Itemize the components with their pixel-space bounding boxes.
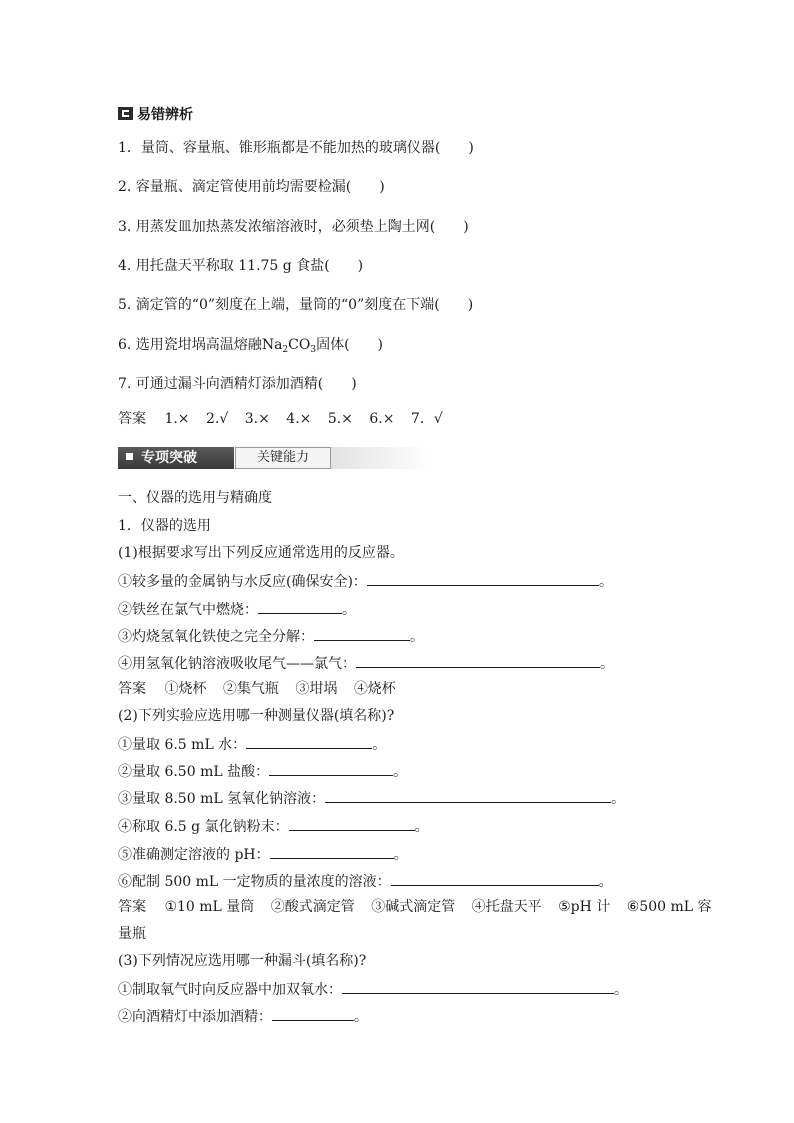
errata-item-1: 1．量筒、容量瓶、锥形瓶都是不能加热的玻璃仪器( ) (118, 140, 474, 156)
q2-item-2: ②量取 6.50 mL 盐酸： 。 (118, 764, 408, 780)
answer-2: 2.√ (206, 411, 229, 427)
answer-blank[interactable] (314, 627, 410, 641)
q2-item-4: ④称取 6.5 g 氯化钠粉末： 。 (118, 819, 429, 835)
section-banner (118, 444, 430, 472)
q2-answers: 答案 ①10 mL 量筒 ②酸式滴定管 ③碱式滴定管 ④托盘天平 ⑤pH 计 ⑥500 mL 容 (118, 899, 712, 915)
q1-answers: 答案 ①烧杯 ②集气瓶 ③坩埚 ④烧杯 (118, 681, 396, 697)
errata-item-7: 7. 可通过漏斗向酒精灯添加酒精( ) (118, 376, 357, 392)
answer-blank[interactable] (246, 735, 372, 749)
answer-label: 答案 (118, 411, 146, 427)
q1-item-3: ③灼烧氢氧化铁使之完全分解： 。 (118, 629, 424, 645)
section-icon (118, 107, 133, 120)
answer-blank[interactable] (289, 817, 415, 831)
answer-3: 3.× (244, 411, 270, 427)
answer-blank[interactable] (342, 980, 614, 994)
q1-item-2: ②铁丝在氯气中燃烧： 。 (118, 602, 356, 618)
answer-1: 1.× (164, 411, 190, 427)
errata-item-2: 2. 容量瓶、滴定管使用前均需要检漏( ) (118, 179, 385, 195)
q1-item-4: ④用氢氧化钠溶液吸收尾气——氯气： 。 (118, 656, 614, 672)
errata-heading: 易错辨析 (118, 106, 193, 124)
q2-intro: (2)下列实验应选用哪一种测量仪器(填名称)? (118, 708, 395, 724)
banner-dark-tab: 专项突破 (118, 447, 234, 469)
errata-item-4: 4. 用托盘天平称取 11.75 g 食盐( ) (118, 258, 364, 274)
q2-item-6: ⑥配制 500 mL 一定物质的量浓度的溶液： 。 (118, 874, 613, 890)
answer-blank[interactable] (272, 1007, 354, 1021)
q3-item-1: ①制取氧气时向反应器中加双氧水： 。 (118, 982, 628, 998)
q1-item-1: ①较多量的金属钠与水反应(确保安全)： 。 (118, 574, 613, 590)
q2-answers-wrap: 量瓶 (118, 926, 146, 942)
banner-fade (331, 447, 430, 469)
q3-item-2: ②向酒精灯中添加酒精： 。 (118, 1009, 368, 1025)
square-icon (126, 453, 133, 460)
banner-light-tab: 关键能力 (235, 447, 331, 469)
answer-blank[interactable] (258, 600, 342, 614)
answer-blank[interactable] (391, 872, 599, 886)
answer-blank[interactable] (356, 654, 600, 668)
errata-item-5: 5. 滴定管的“0”刻度在上端，量筒的“0”刻度在下端( ) (118, 297, 474, 313)
answer-7: 7．√ (410, 411, 443, 427)
subsection-heading: 1．仪器的选用 (118, 518, 211, 534)
answer-5: 5.× (327, 411, 353, 427)
section-heading: 一、仪器的选用与精确度 (118, 490, 272, 506)
answer-blank[interactable] (325, 789, 611, 803)
answer-6: 6.× (369, 411, 395, 427)
answer-4: 4.× (286, 411, 312, 427)
answer-blank[interactable] (269, 762, 393, 776)
errata-item-3: 3. 用蒸发皿加热蒸发浓缩溶液时，必须垫上陶土网( ) (118, 219, 469, 235)
errata-item-6: 6. 选用瓷坩埚高温熔融$Na_2CO_3$固体( ) (118, 337, 384, 355)
q3-intro: (3)下列情况应选用哪一种漏斗(填名称)? (118, 953, 367, 969)
answer-blank[interactable] (367, 572, 599, 586)
errata-answers (118, 410, 443, 428)
q2-item-3: ③量取 8.50 mL 氢氧化钠溶液： 。 (118, 791, 626, 807)
q1-intro: (1)根据要求写出下列反应通常选用的反应器。 (118, 545, 404, 561)
q2-item-5: ⑤准确测定溶液的 pH： 。 (118, 847, 408, 863)
answer-blank[interactable] (270, 845, 394, 859)
q2-item-1: ①量取 6.5 mL 水： 。 (118, 737, 387, 753)
